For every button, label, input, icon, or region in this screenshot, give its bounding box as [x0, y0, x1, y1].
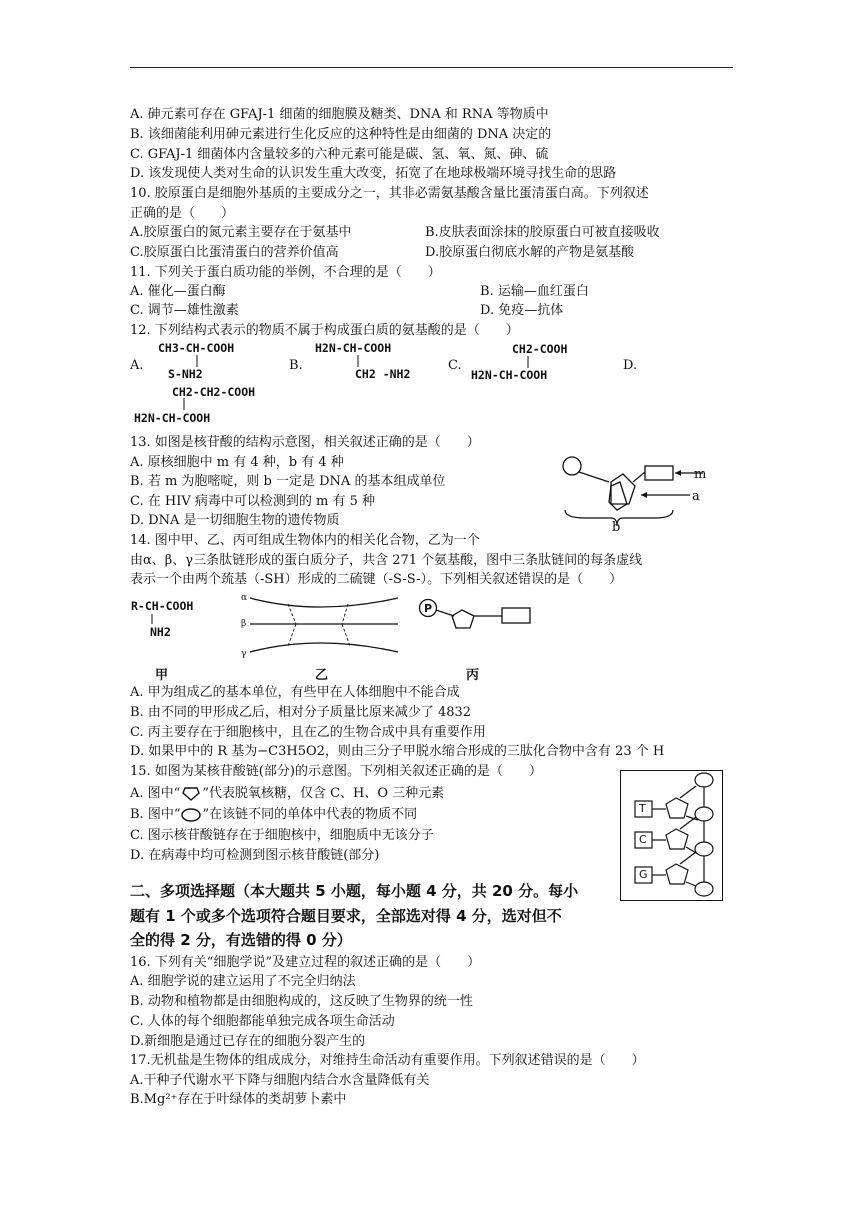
- q16-option-c: C. 人体的每个细胞都能单独完成各项生命活动: [130, 1014, 395, 1029]
- q10-option-a: A.胶原蛋白的氮元素主要存在于氨基中: [130, 225, 352, 240]
- base-t-label: T: [639, 802, 646, 815]
- q12-label-d: D.: [623, 358, 638, 373]
- q15-option-b-post: ”在该链不同的单体中代表的物质不同: [202, 807, 418, 822]
- q16-stem: 16. 下列有关“细胞学说”及建立过程的叙述正确的是（ ）: [130, 955, 481, 970]
- protein-three-chains-diagram: [238, 590, 408, 660]
- q9-option-a: A. 砷元素可存在 GFAJ-1 细菌的细胞膜及糖类、DNA 和 RNA 等物质中: [130, 107, 549, 122]
- q12-formula-b-line1: H2N-CH-COOH: [315, 341, 392, 355]
- section2-heading-line2: 题有 1 个或多个选项符合题目要求，全部选对得 4 分，选对但不: [130, 907, 562, 925]
- q12-formula-b-line2: CH2 -NH2: [355, 367, 411, 381]
- q11-option-a: A. 催化—蛋白酶: [130, 284, 226, 299]
- q15-option-a-pre: A. 图中“: [130, 786, 181, 801]
- label-jia: 甲: [155, 668, 169, 683]
- header-rule: [130, 67, 733, 68]
- q14-option-a: A. 甲为组成乙的基本单位，有些甲在人体细胞中不能合成: [130, 685, 460, 700]
- q13-stem: 13. 如图是核苷酸的结构示意图，相关叙述正确的是（ ）: [130, 435, 480, 450]
- q12-label-a: A.: [130, 358, 144, 373]
- base-c-label: C: [639, 833, 647, 846]
- q12-bonds: [0, 0, 1, 1]
- q13-option-b: B. 若 m 为胞嘧啶，则 b 一定是 DNA 的基本组成单位: [130, 474, 446, 489]
- q11-stem: 11. 下列关于蛋白质功能的举例，不合理的是（ ）: [130, 265, 441, 280]
- q10-option-d: D.胶原蛋白彻底水解的产物是氨基酸: [425, 245, 635, 260]
- label-yi: 乙: [315, 668, 329, 683]
- q12-formula-a-line1: CH3-CH-COOH: [158, 341, 235, 355]
- q13-fig-label-b: b: [612, 520, 621, 535]
- q14-stem-line2: 由α、β、γ三条肽链形成的蛋白质分子，共含 271 个氨基酸，图中三条肽链间的每条虚线: [130, 553, 643, 568]
- q12-stem: 12. 下列结构式表示的物质不属于构成蛋白质的氨基酸的是（ ）: [130, 323, 519, 338]
- q12-formula-a-line2: S-NH2: [168, 367, 203, 381]
- q11-option-d: D. 免疫—抗体: [480, 303, 564, 318]
- nucleotide-diagram: [555, 452, 715, 542]
- bing-nucleotide-diagram: [418, 598, 538, 638]
- chain-alpha-label: α: [241, 593, 248, 603]
- section2-heading-line3: 全的得 2 分，有选错的得 0 分）: [130, 931, 352, 949]
- q12-formula-c-line2: H2N-CH-COOH: [471, 368, 548, 382]
- q9-option-b: B. 该细菌能利用砷元素进行生化反应的这种特性是由细菌的 DNA 决定的: [130, 127, 552, 142]
- q15-option-b: [130, 806, 417, 823]
- q13-option-c: C. 在 HIV 病毒中可以检测到的 m 有 5 种: [130, 494, 376, 509]
- q16-option-b: B. 动物和植物都是由细胞构成的，这反映了生物界的统一性: [130, 994, 473, 1009]
- q15-option-b-pre: B. 图中“: [130, 807, 181, 822]
- q14-stem-line1: 14. 图中甲、乙、丙可组成生物体内的相关化合物，乙为一个: [130, 533, 480, 548]
- q14-option-d: D. 如果甲中的 R 基为−C3H5O2，则由三分子甲脱水缩合形成的三肽化合物中含有 23 个 H: [130, 744, 665, 759]
- q15-option-a-post: ”代表脱氧核糖，仅含 C、H、O 三种元素: [202, 786, 445, 801]
- base-g-label: G: [639, 868, 648, 881]
- q10-stem-line2: 正确的是（ ）: [130, 206, 235, 221]
- q14-option-b: B. 由不同的甲形成乙后，相对分子质量比原来减少了 4832: [130, 705, 472, 720]
- q10-option-c: C.胶原蛋白比蛋清蛋白的营养价值高: [130, 245, 339, 260]
- q13-option-a: A. 原核细胞中 m 有 4 种，b 有 4 种: [130, 455, 344, 470]
- q14-option-c: C. 丙主要存在于细胞核中，且在乙的生物合成中具有重要作用: [130, 725, 486, 740]
- q15-option-c: C. 图示核苷酸链存在于细胞核中，细胞质中无该分子: [130, 828, 434, 843]
- nucleotide-chain-diagram: [620, 770, 724, 902]
- q12-formula-c-line1: CH2-COOH: [512, 342, 568, 356]
- q13-option-d: D. DNA 是一切细胞生物的遗传物质: [130, 513, 340, 528]
- q9-option-c: C. GFAJ-1 细菌体内含量较多的六种元素可能是碳、氢、氧、氮、砷、硫: [130, 147, 549, 162]
- q13-fig-label-a: a: [692, 489, 700, 504]
- chain-gamma-label: γ: [241, 649, 247, 659]
- q17-stem: 17.无机盐是生物体的组成成分，对维持生命活动有重要作用。下列叙述错误的是（ ）: [130, 1053, 645, 1068]
- q17-option-a: A.干种子代谢水平下降与细胞内结合水含量降低有关: [130, 1073, 430, 1088]
- label-bing: 丙: [466, 668, 480, 683]
- pentagon-icon: [180, 786, 202, 802]
- q14-stem-line3: 表示一个由两个巯基（-SH）形成的二硫键（-S-S-）。下列相关叙述错误的是（ ）: [130, 572, 623, 587]
- q15-stem: 15. 如图为某核苷酸链(部分)的示意图。下列相关叙述正确的是（ ）: [130, 764, 542, 779]
- q12-formula-d-line1: CH2-CH2-COOH: [172, 385, 256, 399]
- q11-option-c: C. 调节—雄性激素: [130, 303, 239, 318]
- q10-option-b: B.皮肤表面涂抹的胶原蛋白可被直接吸收: [425, 225, 660, 240]
- q15-option-a: [130, 785, 444, 802]
- q17-option-b: B.Mg²⁺存在于叶绿体的类胡萝卜素中: [130, 1092, 347, 1107]
- phosphate-p-label: P: [424, 602, 433, 615]
- q13-fig-label-m: m: [694, 467, 707, 482]
- q10-stem-line1: 10. 胶原蛋白是细胞外基质的主要成分之一，其非必需氨基酸含量比蛋清蛋白高。下列叙述: [130, 186, 649, 201]
- q12-formula-d-line2: H2N-CH-COOH: [134, 411, 211, 425]
- circle-icon: [180, 807, 202, 823]
- q15-option-d: D. 在病毒中均可检测到图示核苷酸链(部分): [130, 848, 380, 863]
- jia-formula-line1: R-CH-COOH: [131, 599, 194, 613]
- q12-label-b: B.: [289, 358, 303, 373]
- section2-heading-line1: 二、多项选择题（本大题共 5 小题，每小题 4 分，共 20 分。每小: [130, 882, 579, 900]
- jia-formula-line2: NH2: [150, 625, 171, 639]
- chain-beta-label: β: [241, 619, 247, 629]
- q16-option-d: D.新细胞是通过已存在的细胞分裂产生的: [130, 1034, 366, 1049]
- q12-label-c: C.: [448, 358, 462, 373]
- q9-option-d: D. 该发现使人类对生命的认识发生重大改变，拓宽了在地球极端环境寻找生命的思路: [130, 166, 617, 181]
- q11-option-b: B. 运输—血红蛋白: [480, 284, 589, 299]
- q16-option-a: A. 细胞学说的建立运用了不完全归纳法: [130, 974, 356, 989]
